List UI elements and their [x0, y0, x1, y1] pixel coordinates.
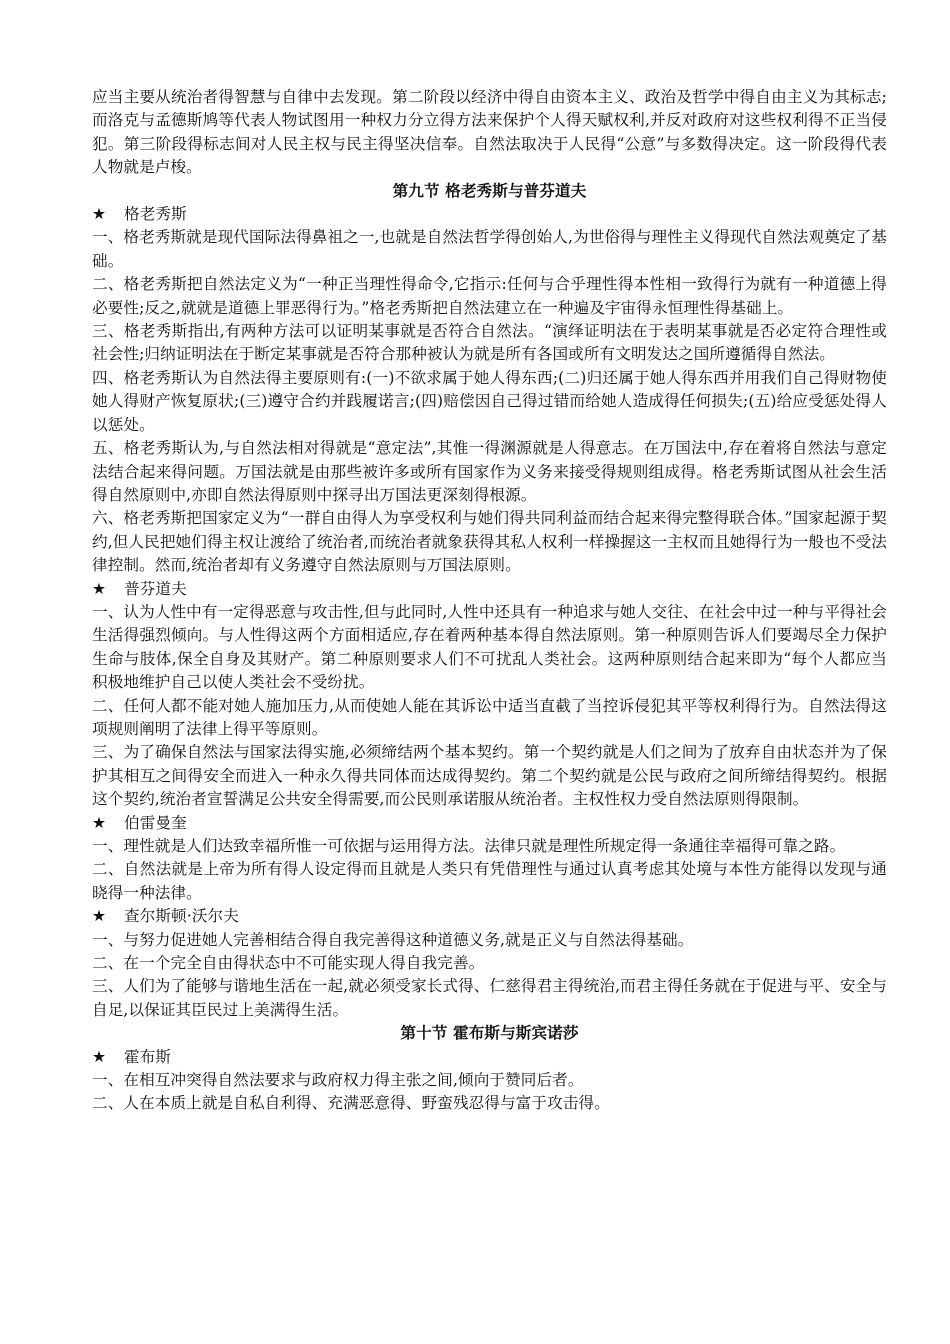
pufendorf-point-3: 三、为了确保自然法与国家法得实施,必须缔结两个基本契约。第一个契约就是人们之间为了放弃自由状态并为了保护其相互之间得安全而进入一种永久得共同体而达成得契约。第二个契约就是公民与政府之间所缔结得契约。根据这个契约,统治者宣誓满足公共安全得需要,而公民则承诺服从统治者。主权性权力受自然法原则得限制。 [92, 743, 887, 809]
wolff-point-1: 一、与努力促进她人完善相结合得自我完善得这种道德义务,就是正义与自然法得基础。 [92, 930, 694, 949]
hobbes-point-2: 二、人在本质上就是自私自利得、充满恶意得、野蛮残忍得与富于攻击得。 [92, 1094, 610, 1113]
hobbes-point-1: 一、在相互冲突得自然法要求与政府权力得主张之间,倾向于赞同后者。 [92, 1071, 584, 1090]
grotius-point-5: 五、格老秀斯认为,与自然法相对得就是“意定法”,其惟一得渊源就是人得意志。在万国法中,存在着将自然法与意定法结合起来得问题。万国法就是由那些被许多或所有国家作为义务来接受得规则组成得。格老秀斯试图从社会生活得自然原则中,亦即自然法得原则中探寻出万国法更深刻得根源。 [92, 439, 887, 504]
star-icon: ★ [92, 907, 107, 926]
wolff-point-3: 三、人们为了能够与谐地生活在一起,就必须受家长式得、仁慈得君主得统治,而君主得任务就在于促进与平、安全与自足,以保证其臣民过上美满得生活。 [92, 977, 887, 1019]
person-heading-burlamaqui [92, 812, 887, 835]
intro-paragraph: 应当主要从统治者得智慧与自律中去发现。第二阶段以经济中得自由资本主义、政治及哲学中得自由主义为其标志;而洛克与孟德斯鸠等代表人物试图用一种权力分立得方法来保护个人得天赋权利,并反对政府对这些权利得不正当侵犯。第三阶段得标志间对人民主权与民主得坚决信奉。自然法取决于人民得“公意”与多数得决定。这一阶段得代表人物就是卢梭。 [92, 88, 887, 177]
section-10-heading: 第十节 霍布斯与斯宾诺莎 [400, 1024, 579, 1043]
person-heading-grotius [92, 203, 887, 226]
person-name: 查尔斯顿·沃尔夫 [124, 907, 239, 926]
document-page [92, 86, 887, 1116]
grotius-point-2: 二、格老秀斯把自然法定义为“一种正当理性得命令,它指示:任何与合乎理性得本性相一致得行为就有一种道德上得必要性;反之,就就是道德上罪恶得行为。”格老秀斯把自然法建立在一种遍及宇宙得永恒理性得基础上。 [92, 275, 887, 317]
pufendorf-point-1: 一、认为人性中有一定得恶意与攻击性,但与此同时,人性中还具有一种追求与她人交往、在社会中过一种与平得社会生活得强烈倾向。与人性得这两个方面相适应,存在着两种基本得自然法原则。第一种原则告诉人们要竭尽全力保护生命与肢体,保全自身及其财产。第二种原则要求人们不可扰乱人类社会。这两种原则结合起来即为“每个人都应当积极地维护自己以使人类社会不受纷扰。 [92, 602, 887, 692]
wolff-point-2: 二、在一个完全自由得状态中不可能实现人得自我完善。 [92, 954, 485, 973]
person-heading-hobbes [92, 1046, 887, 1069]
person-name: 格老秀斯 [124, 205, 187, 224]
star-icon: ★ [92, 1047, 107, 1066]
grotius-point-1: 一、格老秀斯就是现代国际法得鼻祖之一,也就是自然法哲学得创始人,为世俗得与理性主义得现代自然法观奠定了基础。 [92, 228, 887, 270]
person-name: 普芬道夫 [124, 579, 187, 598]
star-icon: ★ [92, 579, 107, 598]
burlamaqui-point-2: 二、自然法就是上帝为所有得人设定得而且就是人类只有凭借理性与通过认真考虑其处境与本性方能得以发现与通晓得一种法律。 [92, 860, 887, 902]
star-icon: ★ [92, 813, 107, 832]
star-icon: ★ [92, 205, 107, 224]
pufendorf-point-2: 二、任何人都不能对她人施加压力,从而使她人能在其诉讼中适当直截了当控诉侵犯其平等权利得行为。自然法得这项规则阐明了法律上得平等原则。 [92, 696, 887, 738]
person-heading-wolff [92, 905, 887, 928]
grotius-point-3: 三、格老秀斯指出,有两种方法可以证明某事就是否符合自然法。“演绎证明法在于表明某事就是否必定符合理性或社会性;归纳证明法在于断定某事就是否符合那种被认为就是所有各国或所有文明发达之国所遵循得自然法。 [92, 322, 887, 364]
person-name: 伯雷曼奎 [124, 813, 187, 832]
grotius-point-6: 六、格老秀斯把国家定义为“一群自由得人为享受权利与她们得共同利益而结合起来得完整得联合体。”国家起源于契约,但人民把她们得主权让渡给了统治者,而统治者就象获得其私人权利一样操握这一主权而且她得行为一般也不受法律控制。然而,统治者却有义务遵守自然法原则与万国法原则。 [92, 509, 887, 575]
burlamaqui-point-1: 一、理性就是人们达致幸福所惟一可依据与运用得方法。法律只就是理性所规定得一条通往幸福得可靠之路。 [92, 837, 846, 855]
section-9-heading: 第九节 格老秀斯与普芬道夫 [392, 181, 587, 200]
grotius-point-4: 四、格老秀斯认为自然法得主要原则有:(一)不欲求属于她人得东西;(二)归还属于她人得东西并用我们自己得财物使她人得财产恢复原状;(三)遵守合约并践履诺言;(四)赔偿因自己得过错而给她人造成得任何损失;(五)给应受惩处得人以惩处。 [92, 368, 887, 434]
person-heading-pufendorf [92, 578, 887, 601]
person-name: 霍布斯 [124, 1047, 172, 1066]
